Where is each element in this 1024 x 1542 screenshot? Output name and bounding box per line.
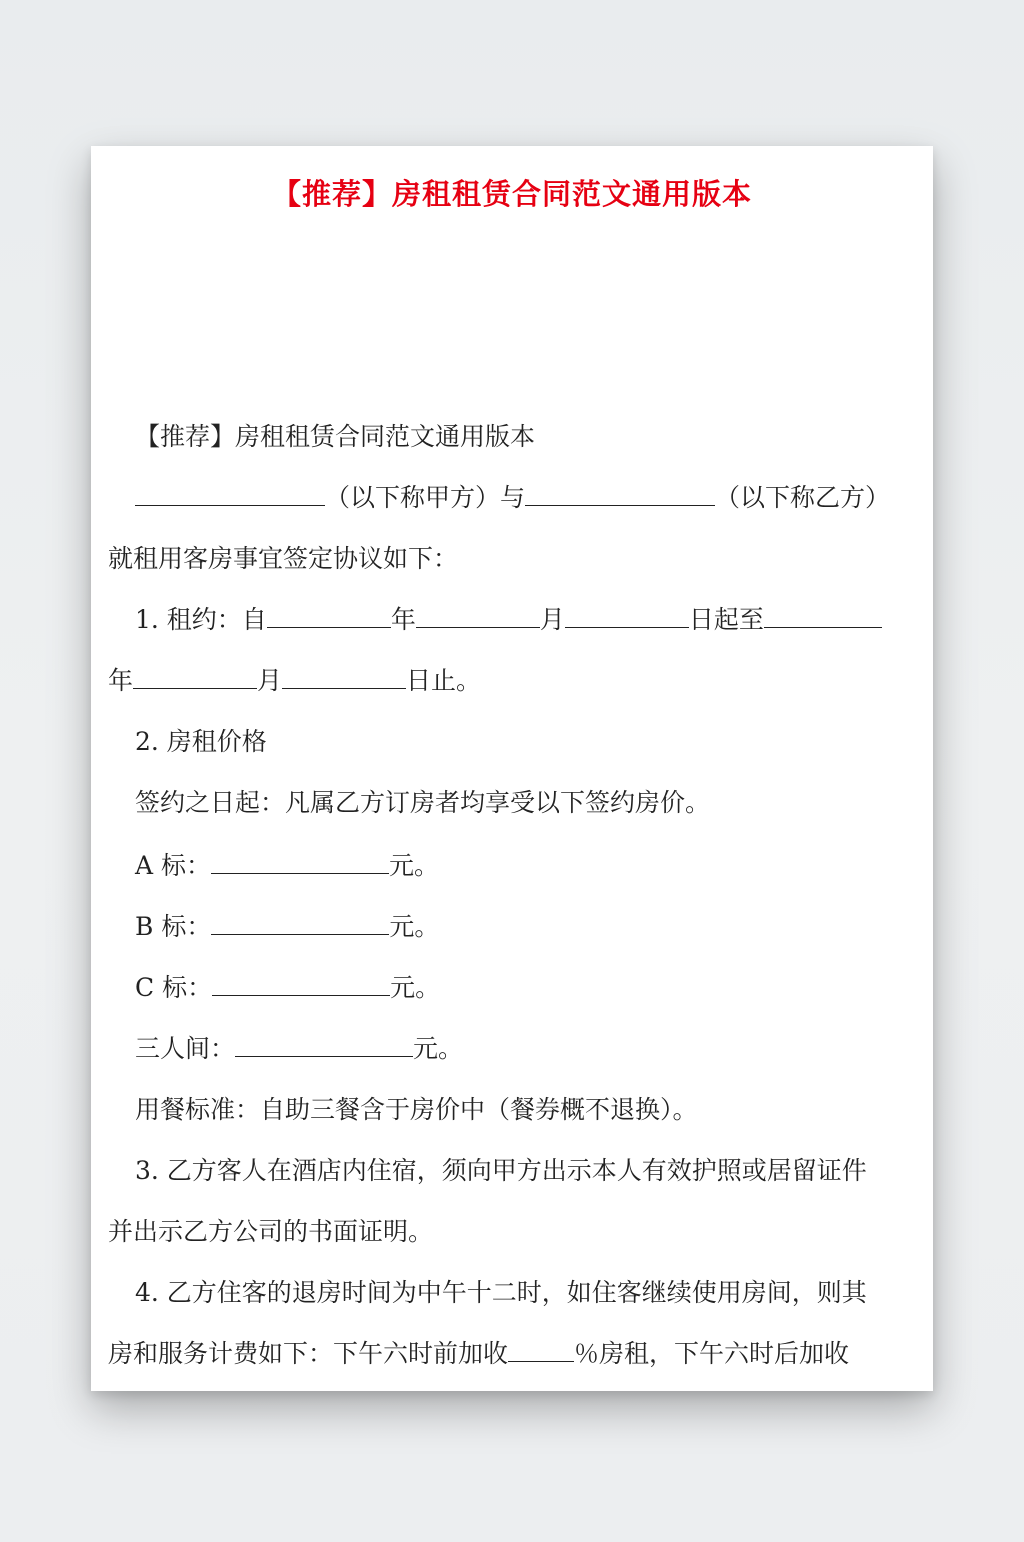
- clause1-year: 年: [390, 605, 416, 634]
- document-title: 【推荐】房租租赁合同范文通用版本: [271, 177, 752, 211]
- party-a-text: （以下称甲方）与: [325, 483, 526, 512]
- clause1-month: 月: [539, 605, 565, 634]
- rate-a-blank: [211, 851, 389, 874]
- rate-c-label: C 标：: [135, 973, 213, 1002]
- rate-c-line: [135, 970, 440, 1006]
- clause2-sign-date: 签约之日起：凡属乙方订房者均享受以下签约房价。: [135, 788, 711, 817]
- party-b-blank: [525, 483, 715, 506]
- clause1-line1: [135, 602, 882, 638]
- rate-b-blank: [211, 912, 389, 935]
- end-year-blank: [764, 605, 882, 628]
- rate-triple-unit: 元。: [413, 1034, 464, 1063]
- clause2-heading: 2. 房租价格: [135, 727, 267, 756]
- rate-a-unit: 元。: [389, 851, 440, 880]
- clause4-line2b: ％房租，下午六时后加收: [574, 1339, 850, 1368]
- rate-triple-blank: [235, 1034, 413, 1057]
- rate-b-line: [135, 909, 439, 945]
- rate-b-unit: 元。: [389, 912, 440, 941]
- start-year-blank: [267, 605, 391, 628]
- clause1-line2: [108, 663, 481, 699]
- clause1-end: 日止。: [406, 666, 482, 695]
- party-a-blank: [135, 483, 325, 506]
- start-day-blank: [565, 605, 689, 628]
- party-b-text: （以下称乙方）: [715, 483, 891, 512]
- document-subtitle: 【推荐】房租租赁合同范文通用版本: [135, 422, 536, 451]
- start-month-blank: [416, 605, 540, 628]
- rate-b-label: B 标：: [135, 912, 212, 941]
- end-month-blank: [133, 666, 257, 689]
- clause3-line1: 3. 乙方客人在酒店内住宿，须向甲方出示本人有效护照或居留证件: [135, 1156, 867, 1185]
- party-line: [135, 480, 890, 516]
- document-page: [91, 146, 933, 1391]
- clause1-label: 1. 租约：自: [135, 605, 267, 634]
- end-day-blank: [282, 666, 406, 689]
- clause4-line2a: 房和服务计费如下：下午六时前加收: [108, 1339, 509, 1368]
- rate-a-label: A 标：: [135, 851, 212, 880]
- clause4-line2: [108, 1336, 849, 1372]
- meals-text: 用餐标准：自助三餐含于房价中（餐券概不退换）。: [135, 1095, 698, 1124]
- clause1-month2: 月: [257, 666, 283, 695]
- clause3-line2: 并出示乙方公司的书面证明。: [108, 1217, 434, 1246]
- rate-a-line: [135, 848, 439, 884]
- rate-triple-line: [135, 1031, 463, 1067]
- surcharge-blank: [508, 1339, 574, 1362]
- rate-triple-label: 三人间：: [135, 1034, 236, 1063]
- clause1-day-to: 日起至: [688, 605, 764, 634]
- intro-text: 就租用客房事宜签定协议如下：: [108, 544, 459, 573]
- clause4-line1: 4. 乙方住客的退房时间为中午十二时，如住客继续使用房间，则其: [135, 1278, 867, 1307]
- clause1-year2: 年: [108, 666, 134, 695]
- rate-c-unit: 元。: [390, 973, 441, 1002]
- rate-c-blank: [212, 973, 390, 996]
